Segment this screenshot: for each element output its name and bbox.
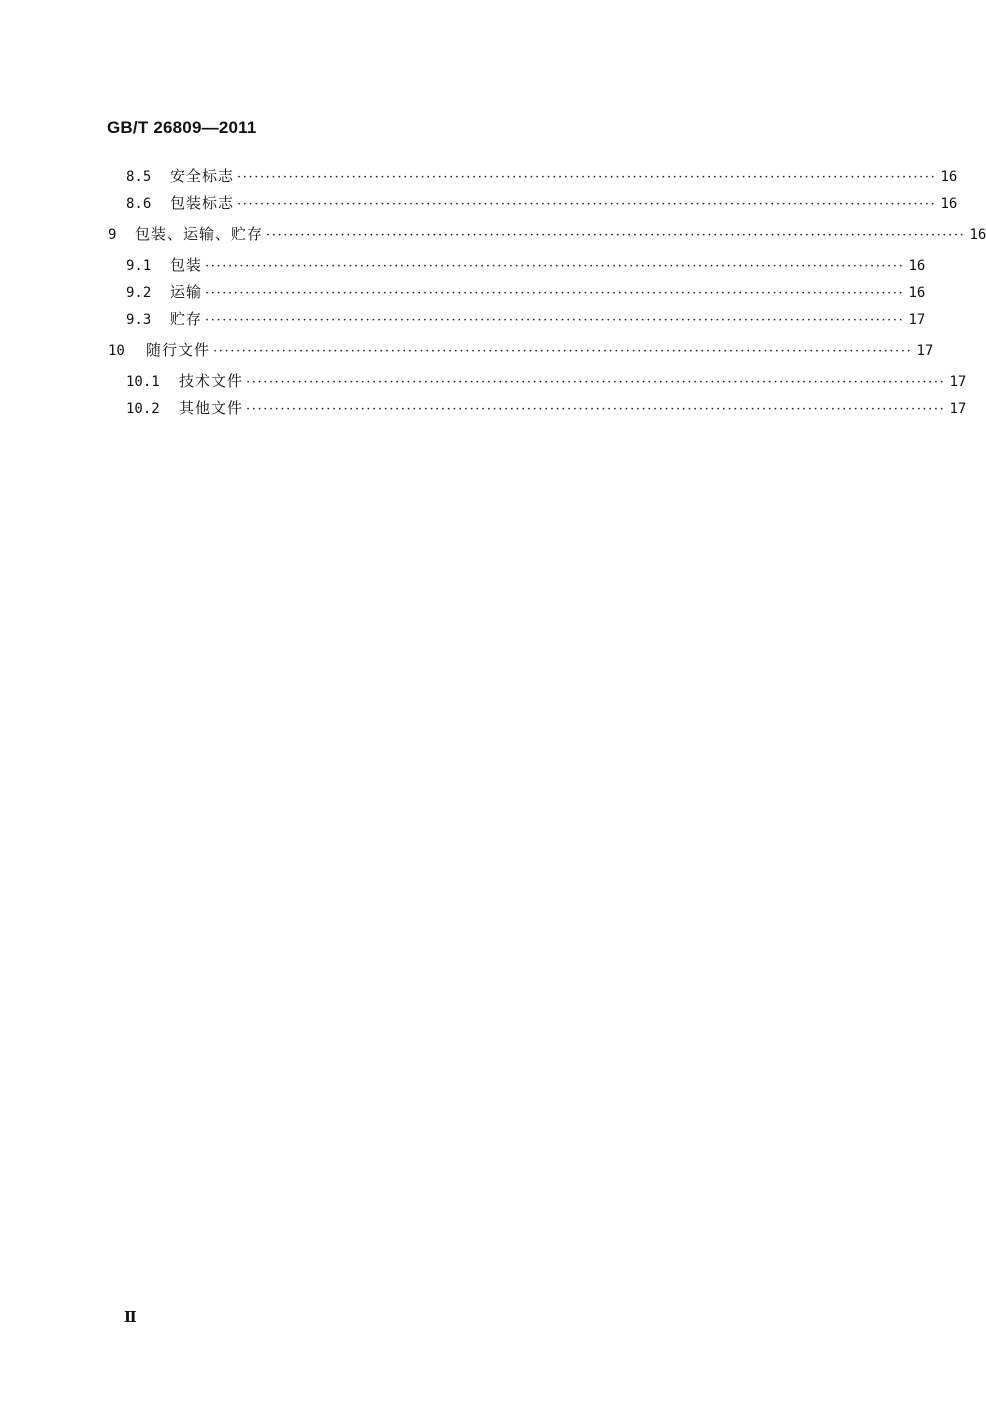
toc-entry-8-6[interactable] bbox=[126, 192, 958, 214]
toc-entry-title: 其他文件 bbox=[179, 399, 244, 417]
toc-entry-page: 17 bbox=[908, 312, 926, 328]
toc-entry-title: 包装 bbox=[170, 256, 203, 274]
dot-leader: ·························································································································· bbox=[213, 344, 913, 359]
toc-entry-page: 16 bbox=[908, 258, 926, 274]
toc-entry-number: 9.2 bbox=[126, 285, 152, 301]
toc-entry-title: 运输 bbox=[170, 283, 203, 301]
toc-entry-number: 10.2 bbox=[126, 401, 160, 417]
dot-leader: ·························································································································· bbox=[266, 228, 966, 243]
toc-entry-page: 16 bbox=[940, 169, 958, 185]
toc-entry-number: 8.6 bbox=[126, 196, 152, 212]
toc-entry-10-2[interactable] bbox=[126, 397, 967, 419]
toc-entry-number: 9 bbox=[108, 227, 117, 243]
dot-leader: ·························································································································· bbox=[237, 170, 937, 185]
toc-entry-number: 10.1 bbox=[126, 374, 160, 390]
toc-entry-page: 17 bbox=[949, 401, 967, 417]
dot-leader: ·························································································································· bbox=[205, 286, 905, 301]
toc-entry-9-3[interactable] bbox=[126, 308, 926, 330]
toc-entry-9-1[interactable] bbox=[126, 254, 926, 276]
toc-entry-number: 10 bbox=[108, 343, 125, 359]
toc-entry-number: 9.3 bbox=[126, 312, 152, 328]
standard-code: GB/T 26809 bbox=[107, 118, 202, 137]
dot-leader: ·························································································································· bbox=[246, 402, 946, 417]
toc-entry-9-2[interactable] bbox=[126, 281, 926, 303]
dot-leader: ·························································································································· bbox=[237, 197, 937, 212]
toc-entry-page: 16 bbox=[940, 196, 958, 212]
toc-entry-page: 16 bbox=[908, 285, 926, 301]
dot-leader: ·························································································································· bbox=[205, 259, 905, 274]
toc-entry-page: 17 bbox=[949, 374, 967, 390]
toc-entry-title: 贮存 bbox=[170, 310, 203, 328]
toc-entry-page: 17 bbox=[916, 343, 934, 359]
toc-entry-10-1[interactable] bbox=[126, 370, 967, 392]
toc-entry-title: 随行文件 bbox=[146, 341, 211, 359]
table-of-contents bbox=[0, 0, 986, 440]
toc-entry-title: 技术文件 bbox=[179, 372, 244, 390]
toc-entry-9[interactable] bbox=[108, 223, 986, 245]
standard-year: 2011 bbox=[218, 118, 257, 137]
toc-entry-title: 包装标志 bbox=[170, 194, 235, 212]
toc-entry-number: 9.1 bbox=[126, 258, 152, 274]
toc-entry-title: 包装、运输、贮存 bbox=[135, 225, 264, 243]
standard-dash: — bbox=[201, 118, 219, 137]
toc-entry-title: 安全标志 bbox=[170, 167, 235, 185]
toc-entry-page: 16 bbox=[969, 227, 986, 243]
toc-entry-number: 8.5 bbox=[126, 169, 152, 185]
dot-leader: ·························································································································· bbox=[246, 375, 946, 390]
page-number-footer: Ⅱ bbox=[124, 1310, 137, 1326]
dot-leader: ·························································································································· bbox=[205, 313, 905, 328]
toc-entry-8-5[interactable] bbox=[126, 165, 958, 187]
toc-entry-10[interactable] bbox=[108, 339, 934, 361]
